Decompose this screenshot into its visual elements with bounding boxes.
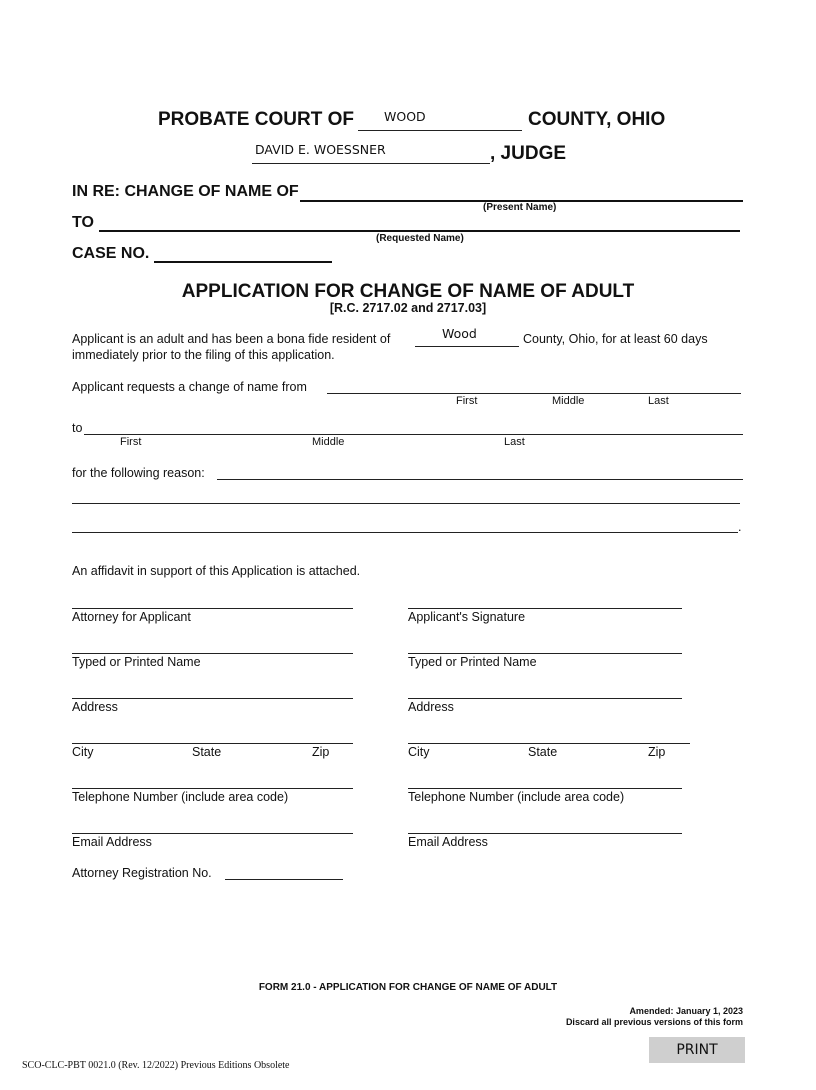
to-middle-caption: Middle	[312, 436, 345, 448]
applicant-zip-label: Zip	[648, 745, 666, 759]
form-code: SCO-CLC-PBT 0021.0 (Rev. 12/2022) Previous Editions Obsolete	[22, 1060, 290, 1071]
requests-change-label: Applicant requests a change of name from	[72, 380, 307, 394]
applicant-signature-label: Applicant's Signature	[408, 610, 526, 624]
residency-county-value: Wood	[442, 326, 477, 341]
applicant-telephone-field[interactable]	[408, 776, 682, 789]
attorney-name-label: Typed or Printed Name	[72, 655, 201, 669]
applicant-name-label: Typed or Printed Name	[408, 655, 537, 669]
applicant-city-label: City	[408, 745, 430, 759]
applicant-signature-field[interactable]	[408, 596, 682, 609]
attorney-email-field[interactable]	[72, 821, 353, 834]
attorney-signature-field[interactable]	[72, 596, 353, 609]
form-title: APPLICATION FOR CHANGE OF NAME OF ADULT	[181, 281, 635, 302]
case-no-label: CASE NO.	[72, 245, 150, 262]
reason-field-2[interactable]	[72, 490, 740, 504]
attorney-zip-label: Zip	[312, 745, 330, 759]
to-first-caption: First	[120, 436, 142, 448]
attorney-name-field[interactable]	[72, 641, 353, 654]
probate-court-label: PROBATE COURT OF	[158, 109, 354, 130]
from-last-caption: Last	[648, 395, 669, 407]
judge-label: , JUDGE	[490, 143, 567, 164]
attorney-telephone-label: Telephone Number (include area code)	[72, 790, 289, 804]
applicant-email-field[interactable]	[408, 821, 682, 834]
to-label: TO	[72, 214, 94, 231]
attorney-telephone-field[interactable]	[72, 776, 353, 789]
county-ohio-label: COUNTY, OHIO	[528, 109, 666, 130]
from-middle-caption: Middle	[552, 395, 585, 407]
judge-value: DAVID E. WOESSNER	[255, 142, 386, 157]
print-button[interactable]: PRINT	[649, 1037, 745, 1063]
current-name-field[interactable]	[327, 380, 741, 394]
present-name-caption: (Present Name)	[483, 202, 557, 213]
discard-notice: Discard all previous versions of this form	[565, 1017, 743, 1027]
applicant-city-state-zip-field[interactable]	[408, 731, 690, 744]
reason-field-3[interactable]	[72, 519, 738, 533]
judge-field[interactable]	[252, 142, 490, 164]
reason-end-period: .	[738, 520, 742, 534]
applicant-address-field[interactable]	[408, 686, 682, 699]
applicant-name-field[interactable]	[408, 641, 682, 654]
applicant-email-label: Email Address	[408, 835, 488, 849]
attorney-email-label: Email Address	[72, 835, 152, 849]
county-field[interactable]	[358, 108, 522, 131]
attorney-registration-label: Attorney Registration No.	[72, 866, 212, 880]
reason-field-1[interactable]	[217, 466, 743, 480]
attorney-address-label: Address	[72, 700, 118, 714]
attorney-label: Attorney for Applicant	[72, 610, 191, 624]
applicant-telephone-label: Telephone Number (include area code)	[408, 790, 625, 804]
applicant-address-label: Address	[408, 700, 454, 714]
requested-name-field[interactable]	[99, 212, 740, 232]
amended-date: Amended: January 1, 2023	[629, 1006, 743, 1016]
residency-text: Applicant is an adult and has been a bona fide resident of	[72, 332, 391, 346]
present-name-field[interactable]	[300, 182, 743, 202]
from-first-caption: First	[456, 395, 478, 407]
applicant-state-label: State	[528, 745, 558, 759]
attorney-state-label: State	[192, 745, 222, 759]
affidavit-statement: An affidavit in support of this Application is attached.	[72, 564, 361, 578]
case-no-field[interactable]	[154, 243, 332, 263]
county-value: WOOD	[384, 109, 426, 124]
footer-form-title: FORM 21.0 - APPLICATION FOR CHANGE OF NAME OF ADULT	[258, 982, 558, 993]
attorney-city-state-zip-field[interactable]	[72, 731, 353, 744]
residency-county-field[interactable]	[415, 326, 519, 347]
reason-label: for the following reason:	[72, 466, 205, 480]
attorney-city-label: City	[72, 745, 94, 759]
to-last-caption: Last	[504, 436, 525, 448]
in-re-label: IN RE: CHANGE OF NAME OF	[72, 183, 299, 200]
to-name-label: to	[72, 421, 83, 435]
statute-reference: [R.C. 2717.02 and 2717.03]	[329, 301, 487, 315]
residency-text-line2: immediately prior to the filing of this application.	[72, 348, 335, 362]
new-name-field[interactable]	[84, 421, 743, 435]
attorney-address-field[interactable]	[72, 686, 353, 699]
residency-text-post: County, Ohio, for at least 60 days	[523, 332, 708, 346]
requested-name-caption: (Requested Name)	[376, 233, 464, 244]
attorney-registration-field[interactable]	[225, 866, 343, 880]
